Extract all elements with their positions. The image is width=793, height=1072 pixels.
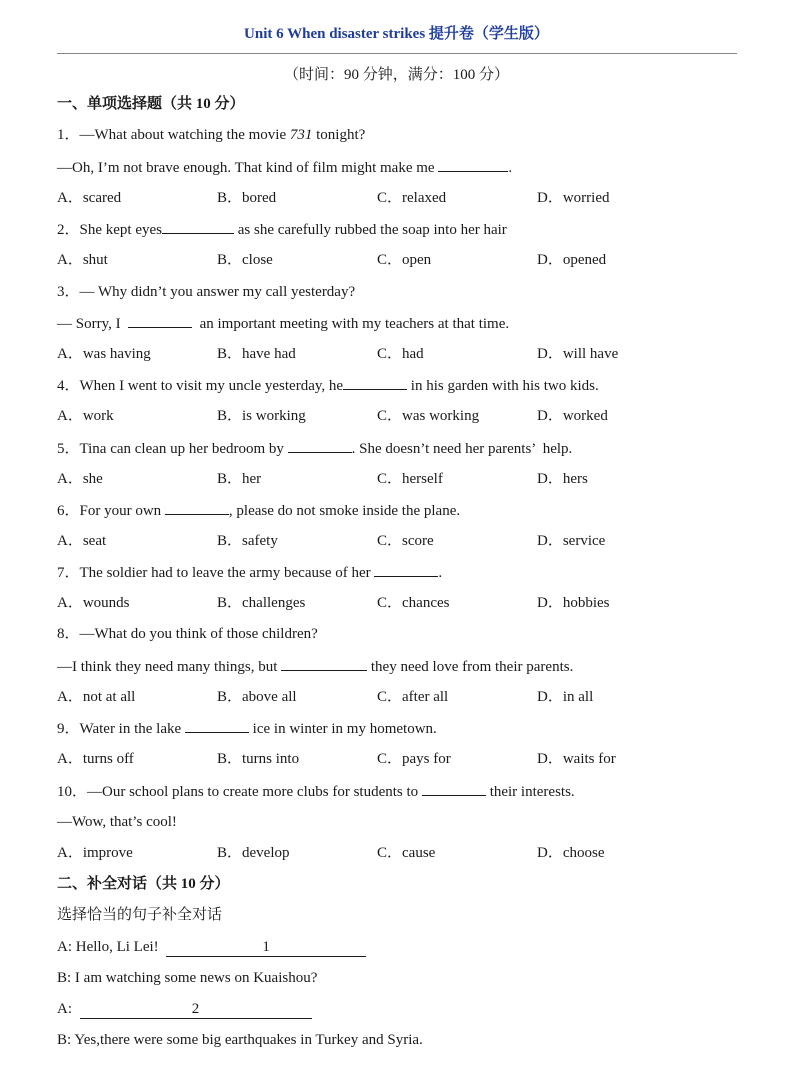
- option-d[interactable]: D．in all: [537, 689, 594, 705]
- option-d[interactable]: D．will have: [537, 346, 619, 362]
- option-d[interactable]: D．waits for: [537, 751, 616, 767]
- header-rule: [57, 53, 737, 54]
- option-a[interactable]: A．seat: [57, 533, 107, 549]
- answer-blank[interactable]: [422, 781, 486, 796]
- answer-blank[interactable]: [288, 438, 352, 453]
- question-line: 1．—What about watching the movie 731 tonight?: [57, 127, 366, 143]
- question-line: 3．— Why didn’t you answer my call yesterday?: [57, 284, 356, 300]
- option-a[interactable]: A．improve: [57, 845, 133, 861]
- option-a[interactable]: A．she: [57, 471, 103, 487]
- option-a[interactable]: A．wounds: [57, 595, 130, 611]
- option-b[interactable]: B．bored: [217, 190, 277, 206]
- answer-blank[interactable]: [374, 562, 438, 577]
- option-a[interactable]: A．work: [57, 408, 114, 424]
- dialog-line: B: I am watching some news on Kuaishou?: [57, 970, 318, 986]
- option-d[interactable]: D．worried: [537, 190, 610, 206]
- option-d[interactable]: D．hobbies: [537, 595, 610, 611]
- question-line: — Sorry, I an important meeting with my teachers at that time.: [57, 313, 509, 334]
- question-line: 2．She kept eyes as she carefully rubbed the soap into her hair: [57, 219, 507, 240]
- option-c[interactable]: C．after all: [377, 689, 449, 705]
- option-c[interactable]: C．relaxed: [377, 190, 447, 206]
- question-line: 5．Tina can clean up her bedroom by . She doesn’t need her parents’ help.: [57, 438, 572, 459]
- question-line: 9．Water in the lake ice in winter in my hometown.: [57, 718, 437, 739]
- option-b[interactable]: B．have had: [217, 346, 296, 362]
- document-title: Unit 6 When disaster strikes 提升卷（学生版）: [244, 26, 549, 42]
- option-a[interactable]: A．shut: [57, 252, 108, 268]
- question-line: 7．The soldier had to leave the army because of her .: [57, 562, 442, 583]
- answer-blank[interactable]: [281, 656, 367, 671]
- option-c[interactable]: C．herself: [377, 471, 443, 487]
- option-b[interactable]: B．challenges: [217, 595, 306, 611]
- option-b[interactable]: B．develop: [217, 845, 290, 861]
- section1-heading: 一、单项选择题（共 10 分）: [57, 96, 245, 112]
- option-b[interactable]: B．above all: [217, 689, 297, 705]
- dialog-blank-1[interactable]: 1: [166, 938, 366, 957]
- option-c[interactable]: C．was working: [377, 408, 480, 424]
- section2-instruction: 选择恰当的句子补全对话: [57, 907, 223, 923]
- section2-heading: 二、补全对话（共 10 分）: [57, 876, 230, 892]
- option-d[interactable]: D．opened: [537, 252, 607, 268]
- answer-blank[interactable]: [165, 500, 229, 515]
- answer-blank[interactable]: [343, 375, 407, 390]
- option-c[interactable]: C．had: [377, 346, 424, 362]
- dialog-blank-2[interactable]: 2: [80, 1000, 312, 1019]
- exam-meta: （时间：90 分钟，满分：100 分）: [283, 67, 509, 83]
- option-d[interactable]: D．worked: [537, 408, 608, 424]
- question-line: —I think they need many things, but they need love from their parents.: [57, 656, 573, 677]
- option-b[interactable]: B．close: [217, 252, 273, 268]
- option-a[interactable]: A．was having: [57, 346, 151, 362]
- option-a[interactable]: A．not at all: [57, 689, 136, 705]
- option-c[interactable]: C．score: [377, 533, 434, 549]
- option-b[interactable]: B．her: [217, 471, 262, 487]
- question-line: 4．When I went to visit my uncle yesterday, he in his garden with his two kids.: [57, 375, 599, 396]
- answer-blank[interactable]: [128, 313, 192, 328]
- option-c[interactable]: C．open: [377, 252, 432, 268]
- option-d[interactable]: D．service: [537, 533, 606, 549]
- option-b[interactable]: B．turns into: [217, 751, 300, 767]
- option-c[interactable]: C．cause: [377, 845, 436, 861]
- option-d[interactable]: D．hers: [537, 471, 588, 487]
- option-c[interactable]: C．chances: [377, 595, 450, 611]
- question-line: 10．—Our school plans to create more clubs for students to their interests.: [57, 781, 575, 802]
- dialog-line: A: Hello, Li Lei! 1: [57, 937, 366, 957]
- dialog-line: A: 2: [57, 999, 312, 1019]
- question-line: —Oh, I’m not brave enough. That kind of film might make me .: [57, 157, 512, 178]
- option-b[interactable]: B．safety: [217, 533, 278, 549]
- answer-blank[interactable]: [438, 157, 508, 172]
- answer-blank[interactable]: [185, 718, 249, 733]
- option-a[interactable]: A．scared: [57, 190, 122, 206]
- option-a[interactable]: A．turns off: [57, 751, 134, 767]
- question-line: 8．—What do you think of those children?: [57, 626, 318, 642]
- question-line: —Wow, that’s cool!: [57, 814, 177, 830]
- option-b[interactable]: B．is working: [217, 408, 306, 424]
- question-line: 6．For your own , please do not smoke inside the plane.: [57, 500, 460, 521]
- answer-blank[interactable]: [162, 219, 234, 234]
- dialog-line: B: Yes,there were some big earthquakes in Turkey and Syria.: [57, 1032, 423, 1048]
- option-d[interactable]: D．choose: [537, 845, 605, 861]
- option-c[interactable]: C．pays for: [377, 751, 451, 767]
